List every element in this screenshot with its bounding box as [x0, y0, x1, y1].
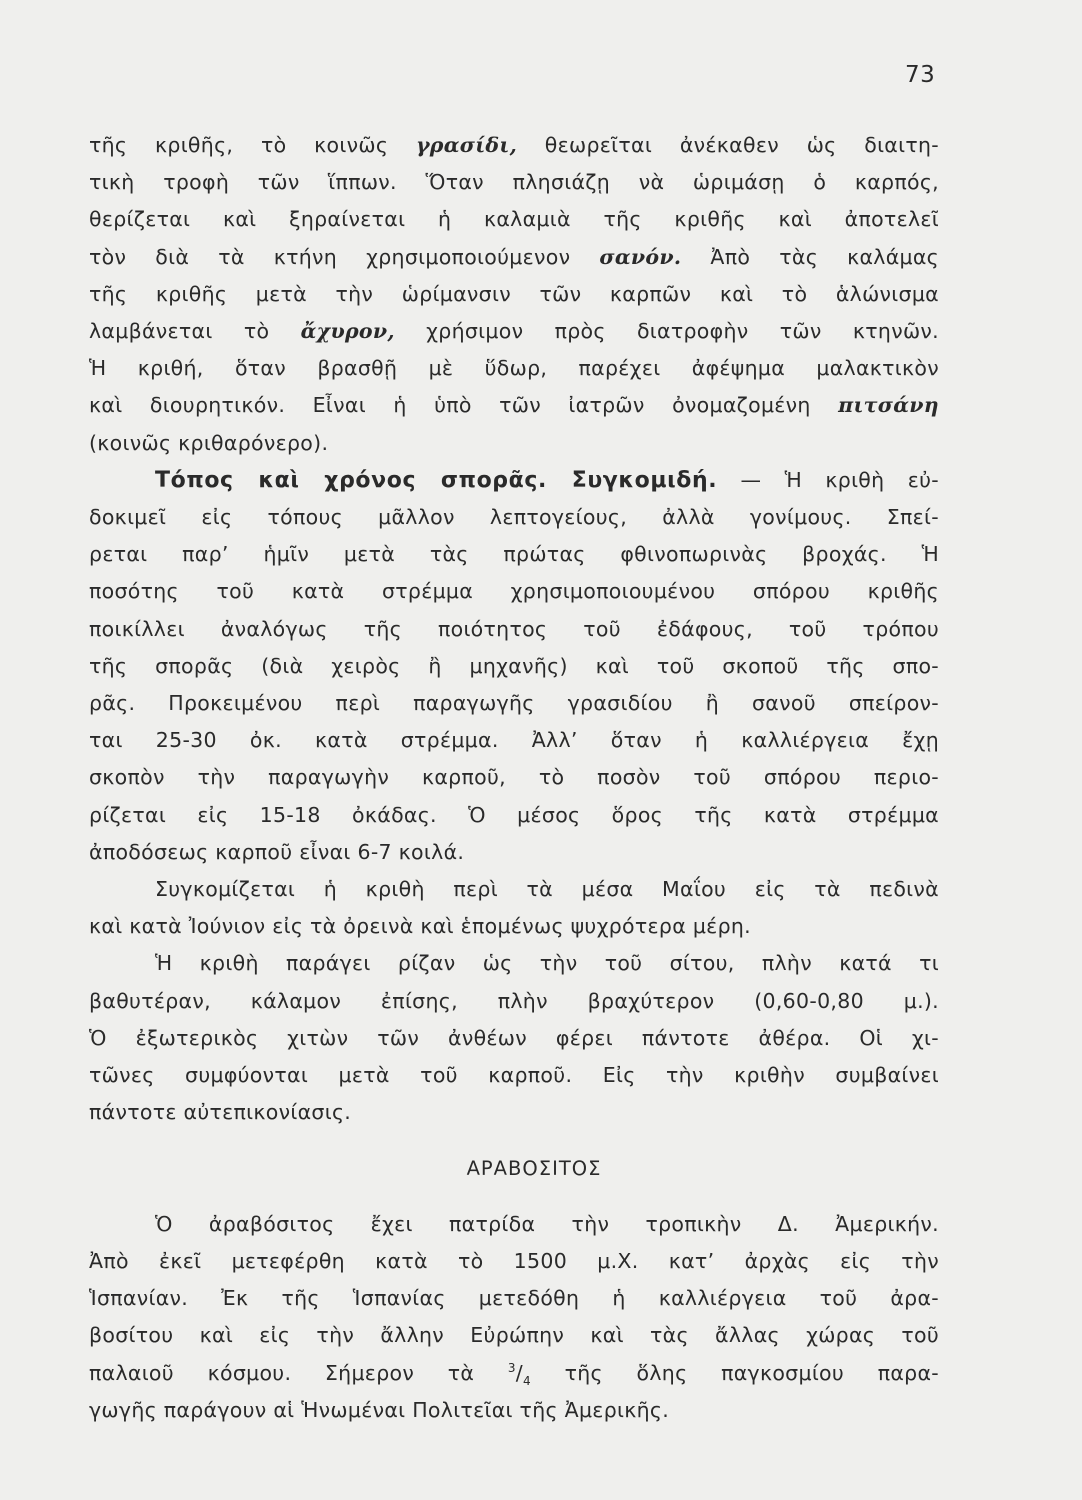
text-line: καὶ διουρητικόν. Εἶναι ἡ ὑπὸ τῶν ἰατρῶν ὀνομαζομένη πιτσάνη	[89, 393, 939, 418]
text-line: τῆς κριθῆς μετὰ τὴν ὡρίμανσιν τῶν καρπῶν καὶ τὸ ἁλώνισμα	[89, 281, 939, 306]
text-line: Ὁ ἐξωτερικὸς χιτὼν τῶν ἀνθέων φέρει πάντοτε ἀθέρα. Οἱ χι-	[89, 1025, 939, 1050]
page-number: 73	[905, 62, 936, 88]
text-line: λαμβάνεται τὸ ἄχυρον, χρήσιμον πρὸς διατροφὴν τῶν κτηνῶν.	[89, 319, 939, 344]
italic-term: γρασίδι,	[415, 133, 518, 157]
text-line: τὸν διὰ τὰ κτήνη χρησιμοποιούμενον σανόν. Ἀπὸ τὰς καλάμας	[89, 244, 939, 269]
paragraph-maize	[89, 1206, 939, 1429]
text-line: Τόπος καὶ χρόνος σπορᾶς. Συγκομιδή. — Ἡ κριθὴ εὐ-	[155, 467, 939, 493]
text-line: ρᾶς. Προκειμένου περὶ παραγωγῆς γρασιδίου ἢ σανοῦ σπείρον-	[89, 691, 939, 716]
fraction-denominator: 4	[523, 1373, 531, 1388]
italic-term: πιτσάνη	[838, 393, 939, 418]
text-line: Ὁ ἀραβόσιτος ἔχει πατρίδα τὴν τροπικὴν Δ. Ἀμερικήν.	[155, 1211, 939, 1236]
italic-term: ἄχυρον,	[300, 319, 395, 344]
text-line: Ἱσπανίαν. Ἐκ τῆς Ἱσπανίας μετεδόθη ἡ καλλιέργεια τοῦ ἀρα-	[89, 1286, 939, 1311]
text-line: τῆς κριθῆς, τὸ κοινῶς γρασίδι, θεωρεῖται ἀνέκαθεν ὡς διαιτη-	[89, 133, 939, 157]
paragraph-harvest	[89, 871, 939, 945]
text-line: Ἡ κριθὴ παράγει ρίζαν ὡς τὴν τοῦ σίτου, πλὴν κατά τι	[155, 951, 939, 976]
text-line: Ἡ κριθή, ὅταν βρασθῇ μὲ ὕδωρ, παρέχει ἀφέψημα μαλακτικὸν	[89, 356, 939, 381]
text-line: παλαιοῦ κόσμου. Σήμερον τὰ $^3/_4$ τῆς ὅλης παγκοσμίου παρα-	[89, 1360, 939, 1388]
paragraph-sowing	[89, 462, 939, 871]
text-line: γωγῆς παράγουν αἱ Ἡνωμέναι Πολιτεῖαι τῆς Ἀμερικῆς.	[89, 1397, 670, 1422]
text-line: καὶ κατὰ Ἰούνιον εἰς τὰ ὀρεινὰ καὶ ἑπομένως ψυχρότερα μέρη.	[89, 914, 751, 939]
text-line: ποικίλλει ἀναλόγως τῆς ποιότητος τοῦ ἐδάφους, τοῦ τρόπου	[89, 616, 939, 641]
text-line: τῆς σπορᾶς (διὰ χειρὸς ἢ μηχανῆς) καὶ τοῦ σκοποῦ τῆς σπο-	[89, 653, 939, 678]
text-line: τῶνες συμφύονται μετὰ τοῦ καρποῦ. Εἰς τὴν κριθὴν συμβαίνει	[89, 1063, 939, 1088]
text-line: Ἀπὸ ἐκεῖ μετεφέρθη κατὰ τὸ 1500 μ.Χ. κατ’ ἀρχὰς εἰς τὴν	[89, 1248, 939, 1273]
paragraph-morphology	[89, 945, 939, 1131]
paragraph-barley-uses	[89, 127, 939, 462]
fraction-slash: /	[515, 1360, 524, 1385]
text-line: θερίζεται καὶ ξηραίνεται ἡ καλαμιὰ τῆς κριθῆς καὶ ἀποτελεῖ	[89, 207, 939, 232]
text-line: βαθυτέραν, κάλαμον ἐπίσης, πλὴν βραχύτερον (0,60-0,80 μ.).	[89, 988, 939, 1013]
text-line: ρίζεται εἰς 15-18 ὀκάδας. Ὁ μέσος ὅρος τῆς κατὰ στρέμμα	[89, 802, 939, 827]
section-title: ΑΡΑΒΟΣΙΤΟΣ	[466, 1157, 602, 1181]
text-line: σκοπὸν τὴν παραγωγὴν καρποῦ, τὸ ποσὸν τοῦ σπόρου περιο-	[89, 765, 939, 790]
text-line: ἀποδόσεως καρποῦ εἶναι 6-7 κοιλά.	[89, 839, 465, 864]
section-heading: Τόπος καὶ χρόνος σπορᾶς. Συγκομιδή.	[155, 467, 718, 493]
page-body	[89, 127, 939, 1429]
text-line: Συγκομίζεται ἡ κριθὴ περὶ τὰ μέσα Μαΐου εἰς τὰ πεδινὰ	[155, 877, 939, 902]
text-line: βοσίτου καὶ εἰς τὴν ἄλλην Εὐρώπην καὶ τὰς ἄλλας χώρας τοῦ	[89, 1323, 939, 1348]
text-line: ρεται παρ’ ἡμῖν μετὰ τὰς πρώτας φθινοπωρινὰς βροχάς. Ἡ	[89, 542, 939, 567]
text-line: ται 25-30 ὀκ. κατὰ στρέμμα. Ἀλλ’ ὅταν ἡ καλλιέργεια ἔχῃ	[89, 728, 939, 753]
fraction-numerator: 3	[507, 1360, 516, 1375]
text-line: ποσότης τοῦ κατὰ στρέμμα χρησιμοποιουμένου σπόρου κριθῆς	[89, 579, 939, 604]
text-line: δοκιμεῖ εἰς τόπους μᾶλλον λεπτογείους, ἀλλὰ γονίμους. Σπεί-	[89, 505, 939, 530]
text-line: τικὴ τροφὴ τῶν ἵππων. Ὅταν πλησιάζῃ νὰ ὡριμάσῃ ὁ καρπός,	[89, 170, 939, 195]
text-line: (κοινῶς κριθαρόνερο).	[89, 430, 329, 455]
italic-term: σανόν.	[599, 244, 682, 269]
text-line: πάντοτε αὐτεπικονίασις.	[89, 1100, 352, 1125]
